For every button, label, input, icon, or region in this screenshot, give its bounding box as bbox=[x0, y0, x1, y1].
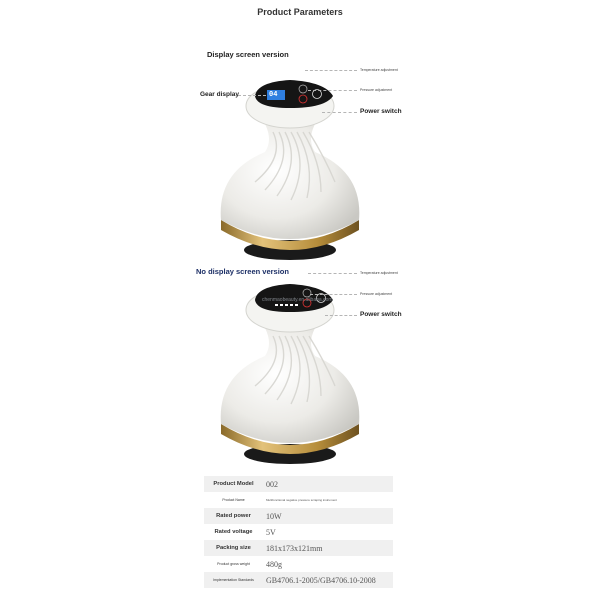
param-label: Product gross weight bbox=[217, 562, 250, 566]
device-display-version bbox=[215, 72, 365, 262]
parameters-table bbox=[204, 476, 393, 588]
table-row bbox=[204, 556, 393, 572]
param-value: GB4706.1-2005/GB4706.10-2008 bbox=[266, 575, 376, 585]
param-label: Rated power bbox=[216, 513, 251, 519]
power-switch-label-2: Power switch bbox=[360, 311, 402, 318]
table-row bbox=[204, 476, 393, 492]
gear-display-leader bbox=[238, 95, 266, 96]
power-switch-label: Power switch bbox=[360, 108, 402, 115]
param-label: Packing size bbox=[216, 545, 251, 551]
no-display-version-title: No display screen version bbox=[196, 267, 289, 276]
param-value: 002 bbox=[266, 479, 278, 489]
table-row bbox=[204, 540, 393, 556]
param-label: Rated voltage bbox=[214, 529, 253, 535]
device-body bbox=[221, 124, 360, 239]
param-label: Product Name bbox=[222, 498, 245, 502]
screen-value: 04 bbox=[269, 91, 278, 99]
temperature-leader bbox=[305, 70, 357, 71]
table-row bbox=[204, 492, 393, 508]
gear-display-label: Gear display bbox=[200, 91, 240, 98]
temperature-adjustment-label-2: Temperature adjustment bbox=[360, 271, 398, 275]
pressure-adjustment-label: Pressure adjustment bbox=[360, 88, 393, 92]
pressure-leader bbox=[308, 90, 357, 91]
param-value: 10W bbox=[266, 511, 282, 521]
pressure-leader-2 bbox=[310, 294, 357, 295]
temperature-leader-2 bbox=[308, 273, 357, 274]
param-value: 5V bbox=[266, 527, 276, 537]
power-leader bbox=[322, 112, 357, 113]
power-leader-2 bbox=[325, 315, 357, 316]
param-value: 181x173x121mm bbox=[266, 543, 323, 553]
page-title: Product Parameters bbox=[257, 7, 343, 17]
param-label: Product Model bbox=[213, 481, 254, 487]
device-no-display-version bbox=[215, 276, 365, 466]
table-row bbox=[204, 508, 393, 524]
display-version-title: Display screen version bbox=[207, 50, 289, 59]
param-value: 480g bbox=[266, 559, 282, 569]
temperature-adjustment-label: Temperature adjustment bbox=[360, 68, 398, 72]
watermark: chenmaobeauty.en.alibaba.com bbox=[262, 297, 333, 303]
device-body bbox=[221, 328, 360, 443]
table-row bbox=[204, 524, 393, 540]
table-row bbox=[204, 572, 393, 588]
param-value: Multifunctional negative pressure scraping instrument bbox=[266, 498, 337, 502]
pressure-adjustment-label-2: Pressure adjustment bbox=[360, 292, 393, 296]
param-label: Implementation Standards bbox=[213, 578, 254, 582]
